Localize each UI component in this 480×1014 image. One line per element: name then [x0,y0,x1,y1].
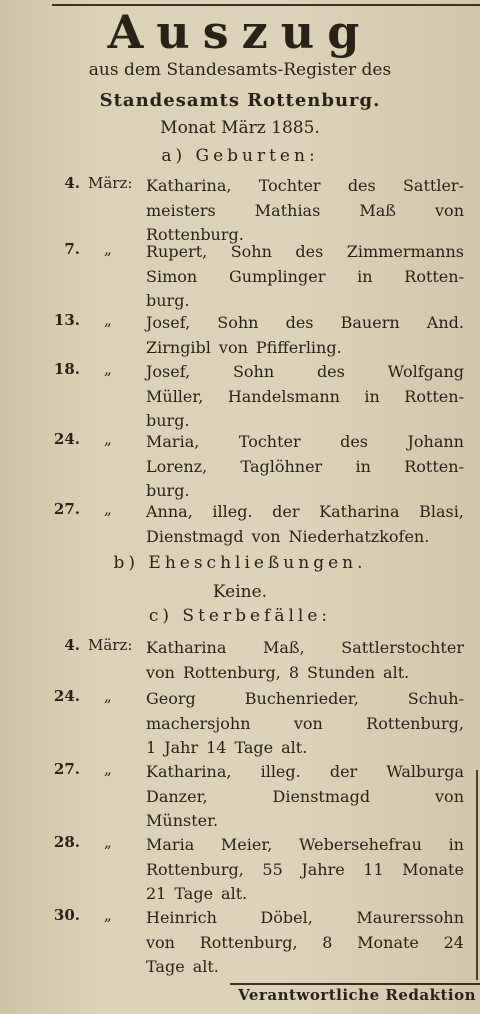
entry-line [146,311,464,335]
entry-word: Monate [402,859,464,879]
entry-word: Josef, [146,362,191,381]
entry-line [146,289,464,313]
entry-word: in [357,266,373,286]
entry-word: Sohn [217,313,259,332]
entry-day: 27. [53,500,80,518]
entry-word: Rotten- [404,266,464,286]
entry-word: Rottenburg, [199,932,298,952]
entry-line [146,500,464,524]
entry-line [146,661,464,685]
entry-day: 18. [53,360,80,378]
entry-word: von [146,932,175,952]
entry-word: Rottenburg, [182,662,281,682]
entry-word: des [340,432,369,451]
entry-word: Maria [146,835,195,854]
subtitle: aus dem Standesamts-Register des [88,60,392,80]
entry-word: 14 [206,738,227,757]
entry-word: Maria, [146,432,200,451]
entry-month: März: [88,636,133,654]
entry-line [146,858,464,882]
entry-day: 4. [64,636,80,654]
entry-word: Müller, [146,386,204,406]
entry-word: von [293,713,323,733]
entry-line [146,525,464,549]
entry-word: Simon [146,266,198,286]
entry-line [146,882,464,906]
entry-line [146,931,464,955]
entry-word: 55 [262,859,283,879]
entry-word: Dienstmagd [272,786,371,806]
entry-word: Buchenrieder, [244,689,359,708]
entry-word: Maß, [262,638,305,657]
entry-word: von [146,662,175,682]
entry-line [146,955,464,979]
entry-word: Monate [357,932,419,952]
entry-word: Schuh- [407,689,464,708]
entry-word: Walburga [386,762,464,781]
entry-word: Sattler- [402,176,464,195]
entry-word: alt. [221,884,248,903]
entry-day: 27. [53,760,80,778]
entry-word: Heinrich [146,908,217,927]
entry-word: 24 [443,932,464,952]
entry-word: der [272,502,300,521]
entry-word: Rottenburg, [146,859,244,879]
entry-word: Sohn [230,242,272,261]
entry-line [146,385,464,409]
entry-word: der [329,762,358,781]
entry-word: in [448,835,464,854]
entry-word: Pfifferling. [255,337,342,357]
entry-word: Münster. [146,811,219,830]
entry-word: von [218,337,248,357]
entry-word: Georg [146,689,196,708]
entry-word: des [316,362,345,381]
entry-line [146,199,464,223]
entry-line [146,455,464,479]
page-title: Auszug [107,5,373,59]
entry-word: Webersehefrau [299,835,422,854]
births-heading: a) Geburten: [161,146,319,166]
entry-month: „ [104,240,112,258]
office-name: Standesamts Rottenburg. [99,90,381,111]
entry-month: „ [104,311,112,329]
entry-word: Mathias [254,200,321,220]
entry-word: 8 [288,662,300,682]
entry-line [146,833,464,857]
entry-word: Rotten- [404,456,464,476]
entry-word: Katharina [319,502,400,521]
entry-line [146,785,464,809]
entry-word: 21 [146,884,167,903]
entry-month: „ [104,687,112,705]
entry-line [146,265,464,289]
entry-word: Gumplinger [228,266,326,286]
entry-word: Döbel, [260,908,313,927]
entry-word: Jahr [164,738,199,757]
entry-word: des [347,176,376,195]
entry-word: Josef, [146,313,191,332]
entry-month: März: [88,174,133,192]
entry-word: Katharina [146,638,227,657]
entry-word: Danzer, [146,786,208,806]
entry-word: Blasi, [419,502,464,521]
entry-word: burg. [146,481,190,500]
entry-word: Tage [234,738,274,757]
entry-word: 11 [363,859,384,879]
entry-word: von [435,200,464,220]
entry-word: in [355,456,371,476]
entry-word: machersjohn [146,713,251,733]
bottom-rule [230,983,480,985]
entry-word: Tochter [238,432,301,451]
entry-month: „ [104,760,112,778]
entry-line [146,906,464,930]
entry-day: 24. [53,687,80,705]
entry-word: burg. [146,411,190,430]
marriages-heading: b) Eheschließungen. [113,553,367,573]
entry-word: Katharina, [146,176,232,195]
entry-word: Jahre [301,859,345,879]
entry-day: 4. [64,174,80,192]
entry-day: 28. [53,833,80,851]
entry-word: Maurerssohn [356,908,464,927]
marriages-none: Keine. [212,582,268,602]
entry-line [146,636,464,660]
entry-line [146,240,464,264]
entry-month: „ [104,500,112,518]
entry-word: Anna, [146,502,193,521]
entry-word: Tage [146,957,185,976]
entry-line [146,760,464,784]
entry-line [146,336,464,360]
entry-word: meisters [146,200,216,220]
entry-word: Rotten- [404,386,464,406]
entry-word: Tochter [258,176,321,195]
entry-word: Handelsmann [227,386,340,406]
entry-word: Taglöhner [240,456,323,476]
entry-word: Tage [174,884,214,903]
entry-word: alt. [192,957,219,976]
month-line: Monat März 1885. [160,118,320,138]
entry-line [146,174,464,198]
entry-word: And. [426,313,464,332]
entry-day: 13. [53,311,80,329]
entry-word: illeg. [212,502,253,521]
entry-line [146,360,464,384]
entry-word: Sattlerstochter [341,638,464,657]
entry-word: 1 [146,738,157,757]
entry-word: Rottenburg. [146,225,244,244]
entry-word: des [295,242,324,261]
entry-word: Sohn [232,362,275,381]
entry-word: Katharina, [146,762,232,781]
entry-word: burg. [146,291,190,310]
entry-word: Zimmermanns [346,242,464,261]
column-rule [476,770,478,980]
entry-day: 24. [53,430,80,448]
entry-word: Niederhatzkofen. [288,526,430,546]
entry-line [146,809,464,833]
entry-word: von [251,526,281,546]
entry-line [146,736,464,760]
entry-word: Rottenburg, [366,713,464,733]
entry-word: Meier, [220,835,273,854]
entry-word: Zirngibl [146,337,211,357]
entry-word: Rupert, [146,242,208,261]
entry-line [146,712,464,736]
deaths-heading: c) Sterbefälle: [148,606,332,626]
entry-word: des [285,313,314,332]
footer-text: Verantwortliche Redaktion [238,986,476,1004]
entry-day: 30. [53,906,80,924]
entry-word: 8 [322,932,333,952]
entry-word: Stunden [307,662,376,682]
entry-day: 7. [64,240,80,258]
entry-word: illeg. [260,762,301,781]
entry-word: von [435,786,464,806]
entry-word: Maß [359,200,396,220]
entry-month: „ [104,833,112,851]
entry-word: Johann [407,432,464,451]
entry-month: „ [104,360,112,378]
entry-line [146,687,464,711]
entry-word: Dienstmagd [146,526,244,546]
entry-word: Wolfgang [387,362,464,381]
entry-word: Bauern [340,313,400,332]
entry-month: „ [104,906,112,924]
entry-word: Lorenz, [146,456,208,476]
entry-line [146,430,464,454]
entry-month: „ [104,430,112,448]
entry-word: alt. [383,662,410,682]
entry-word: alt. [281,738,308,757]
entry-word: in [364,386,380,406]
